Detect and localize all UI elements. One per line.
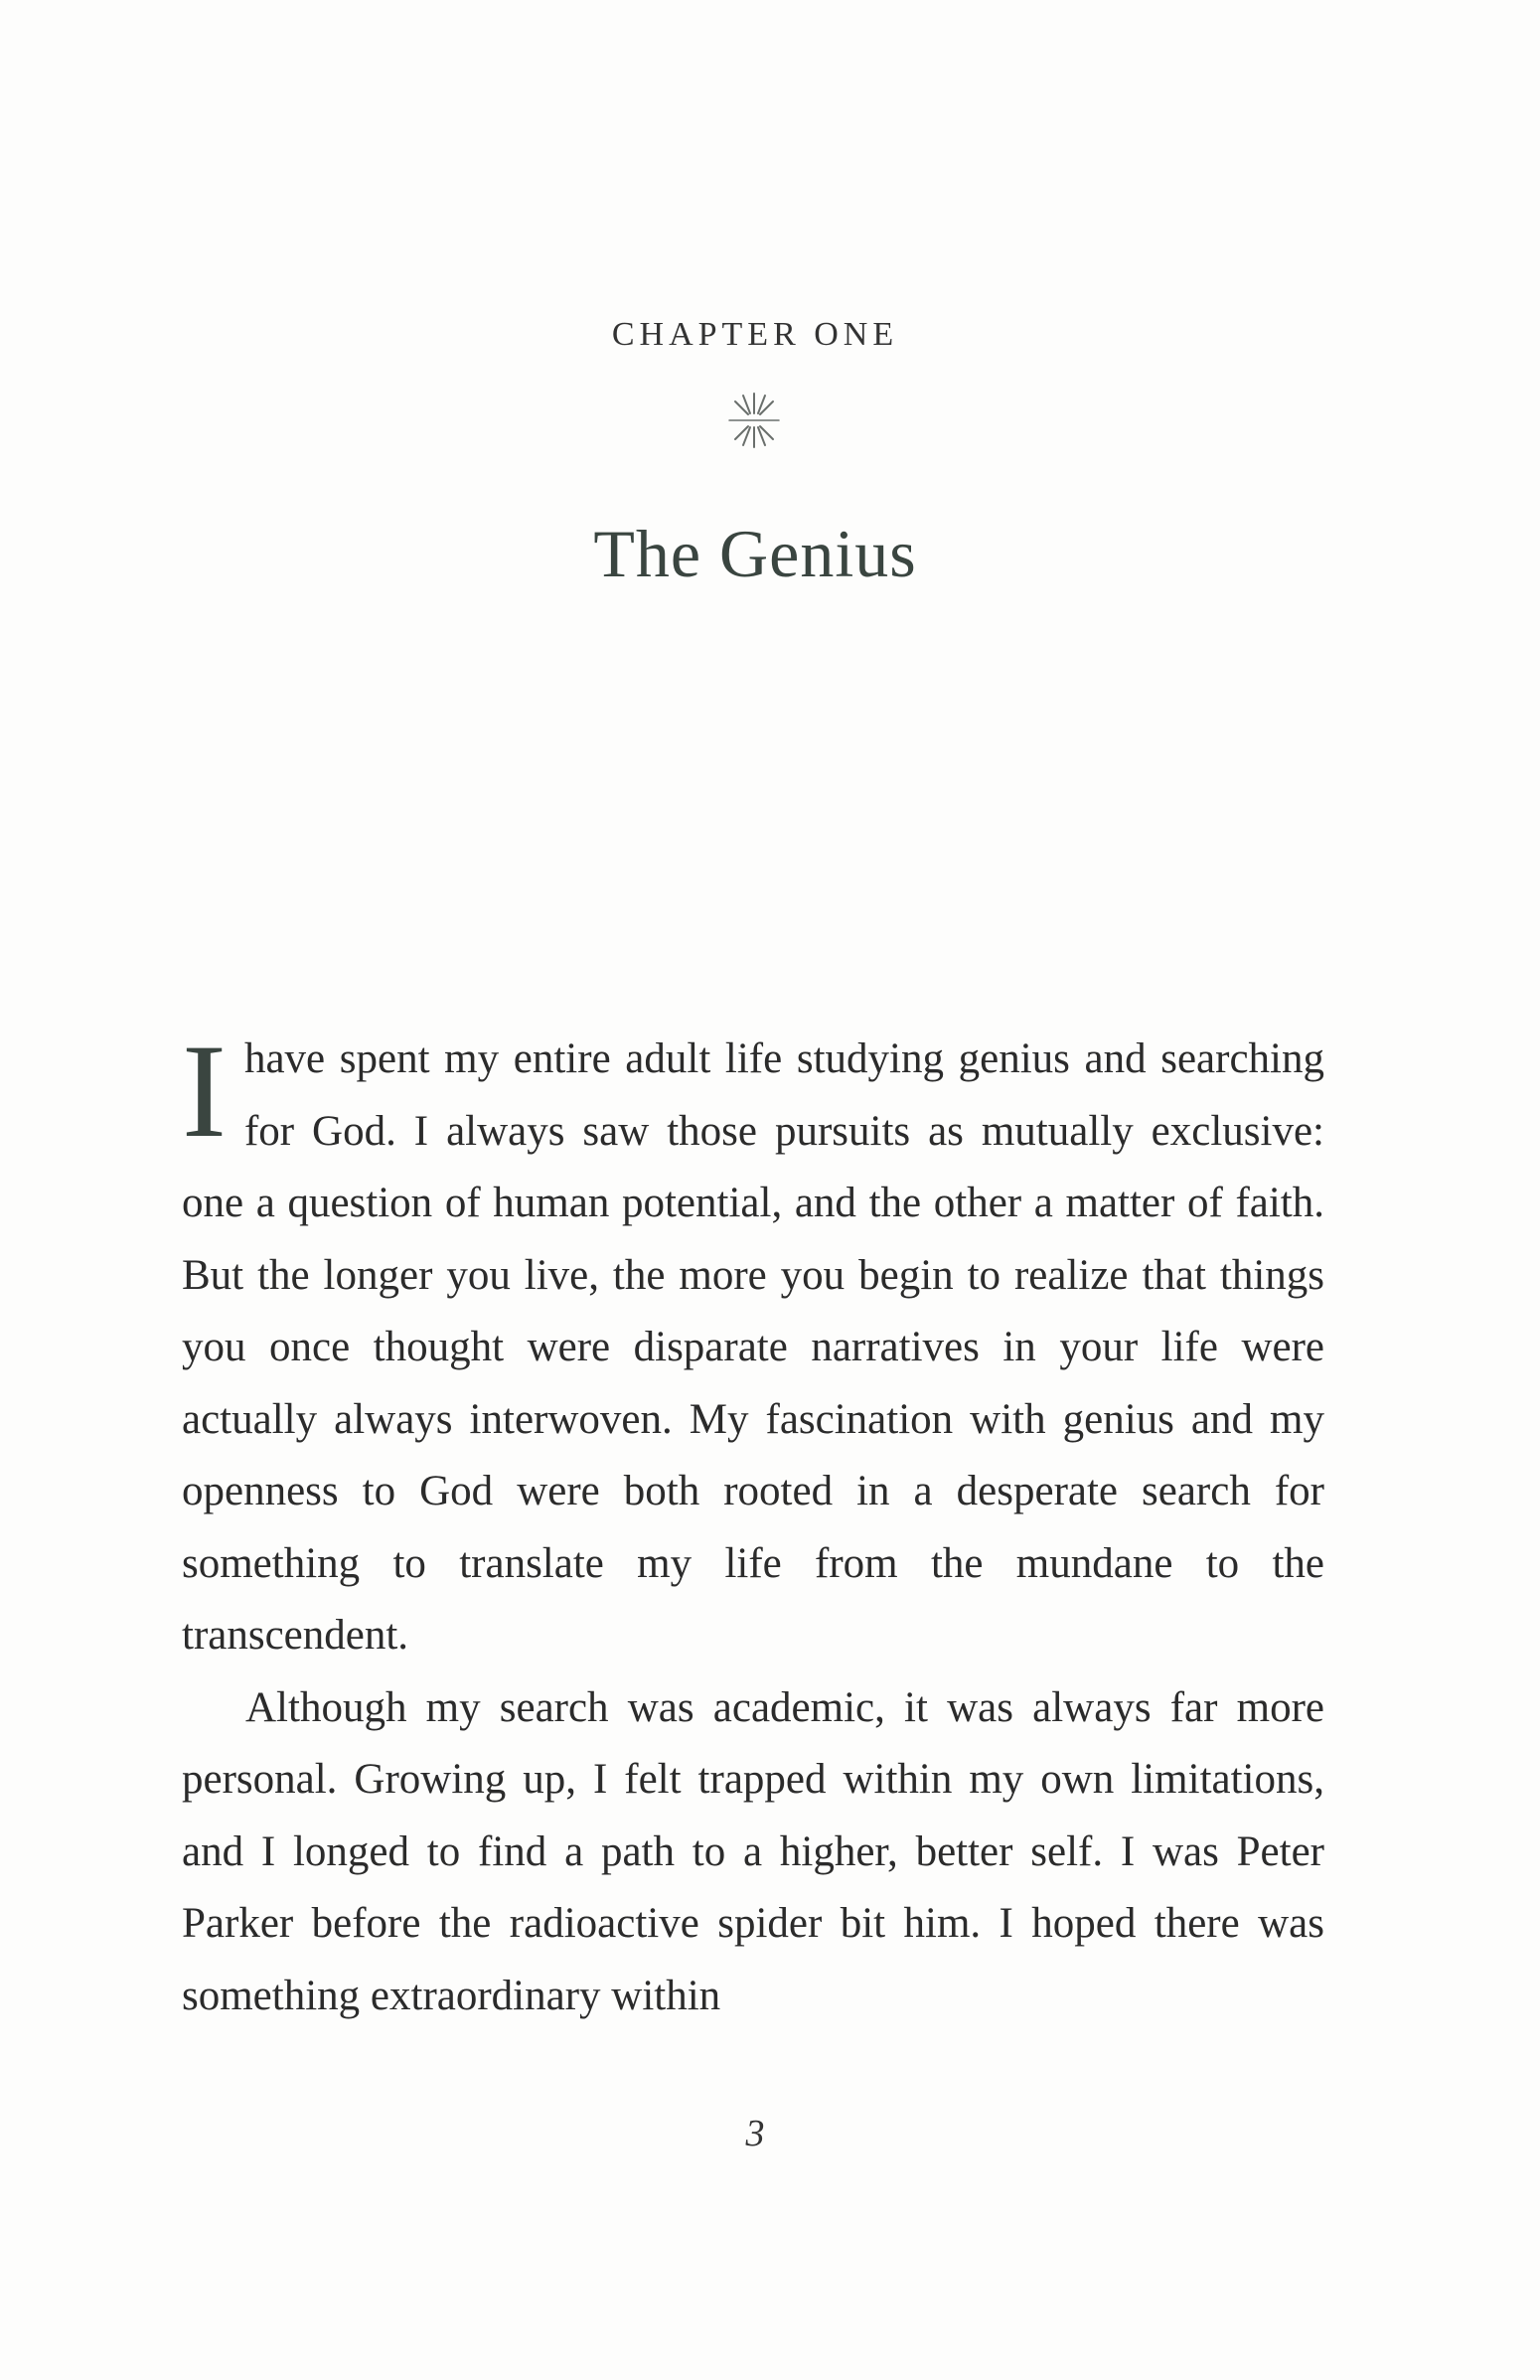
chapter-title: The Genius [593,516,917,591]
chapter-label: CHAPTER ONE [611,316,899,353]
paragraph [182,1672,1324,2033]
page-number: 3 [745,2113,765,2154]
paragraph [182,1018,1324,1672]
paragraph-text: have spent my entire adult life studying genius and searching for God. I always saw those pursuits as mutually exclusive: one a question of human potential, and the other a matter of faith. But the longer you live, the more you begin to realize that things you once thought were disparate narratives in your life were actually always interwoven. My fascination with genius and my openness to God were both rooted in a desperate search for something to translate my life from the mundane to the transcendent. [182,1035,1324,1659]
body-text [182,1018,1324,2032]
paragraph-text: Although my search was academic, it was always far more personal. Growing up, I felt trapped within my own limitations, and I longed to find a path to a higher, better self. I was Peter Parker before the radioactive spider bit him. I hoped there was something extraordinary within [182,1683,1324,2019]
starburst-ornament-icon [723,390,785,451]
drop-cap: I [182,1018,227,1166]
